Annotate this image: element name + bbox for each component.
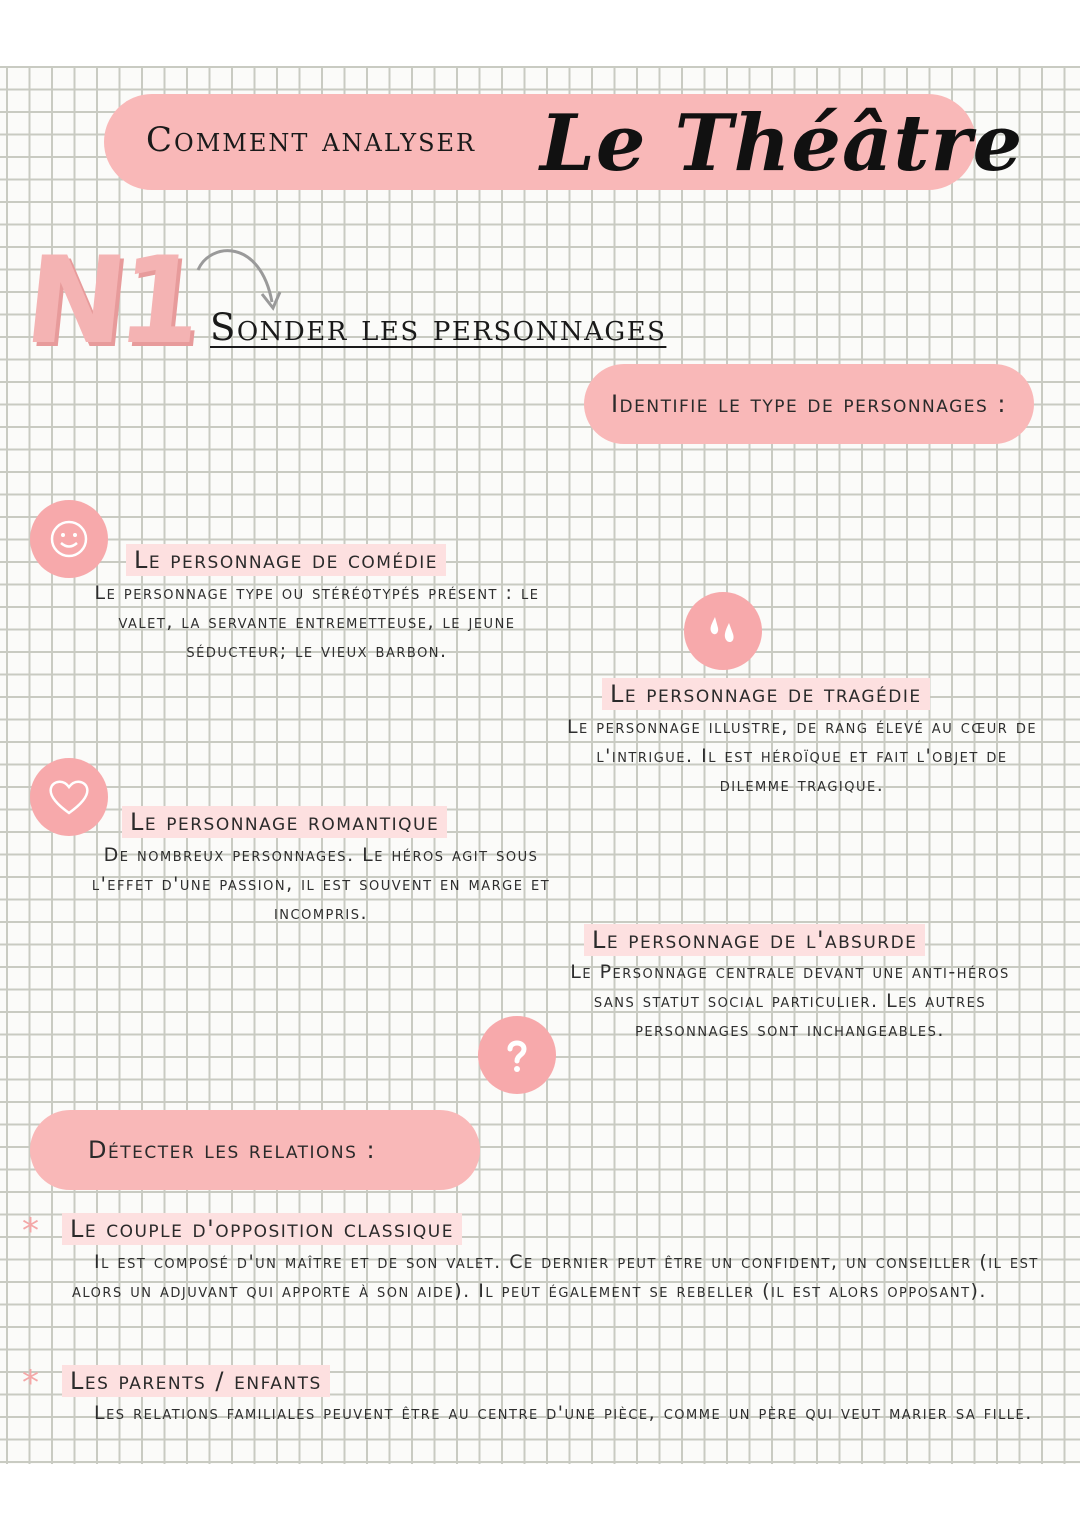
absurde-text: Le Personnage centrale devant une anti-héros sans statut social particulier. Les autres personnages sont inchangeables. bbox=[570, 961, 1010, 1041]
comedie-title: Le personnage de comédie bbox=[126, 544, 446, 576]
couple-text: Il est composé d'un maître et de son valet. Ce dernier peut être un confident, un conseiller (il est alors un adjuvant qui apporte à son aide). Il peut également se rebeller (il est alors opposant). bbox=[72, 1251, 1039, 1302]
question-icon bbox=[478, 1016, 556, 1094]
asterisk-icon: * bbox=[22, 1211, 39, 1251]
couple-title: Le couple d'opposition classique bbox=[62, 1213, 462, 1245]
section-number: N1 bbox=[18, 232, 202, 371]
title-small: Comment analyser bbox=[146, 120, 477, 160]
romantique-title: Le personnage romantique bbox=[122, 806, 447, 838]
title-main: Le Théâtre bbox=[540, 98, 1024, 189]
asterisk-icon: * bbox=[22, 1363, 39, 1403]
tragedie-title: Le personnage de tragédie bbox=[602, 678, 930, 710]
parents-text: Les relations familiales peuvent être au centre d'une pièce, comme un père qui veut marier sa fille. bbox=[94, 1402, 1033, 1424]
parents-title: Les parents / enfants bbox=[62, 1365, 330, 1397]
smiley-icon bbox=[30, 500, 108, 578]
comedie-text: Le personnage type ou stéréotypés présent : le valet, la servante entremetteuse, le jeune séducteur; le vieux barbon. bbox=[94, 582, 540, 662]
section-title: Sonder les personnages bbox=[210, 306, 667, 349]
absurde-title: Le personnage de l'absurde bbox=[584, 924, 925, 956]
drops-icon bbox=[684, 592, 762, 670]
relations-pill: Détecter les relations : bbox=[30, 1110, 480, 1190]
romantique-text: De nombreux personnages. Le héros agit sous l'effet d'une passion, il est souvent en marge et incompris. bbox=[91, 844, 551, 924]
tragedie-text: Le personnage illustre, de rang élevé au cœur de l'intrigue. Il est héroïque et fait l'objet de dilemme tragique. bbox=[566, 716, 1038, 796]
heart-icon bbox=[30, 758, 108, 836]
identify-pill: Identifie le type de personnages : bbox=[584, 364, 1034, 444]
